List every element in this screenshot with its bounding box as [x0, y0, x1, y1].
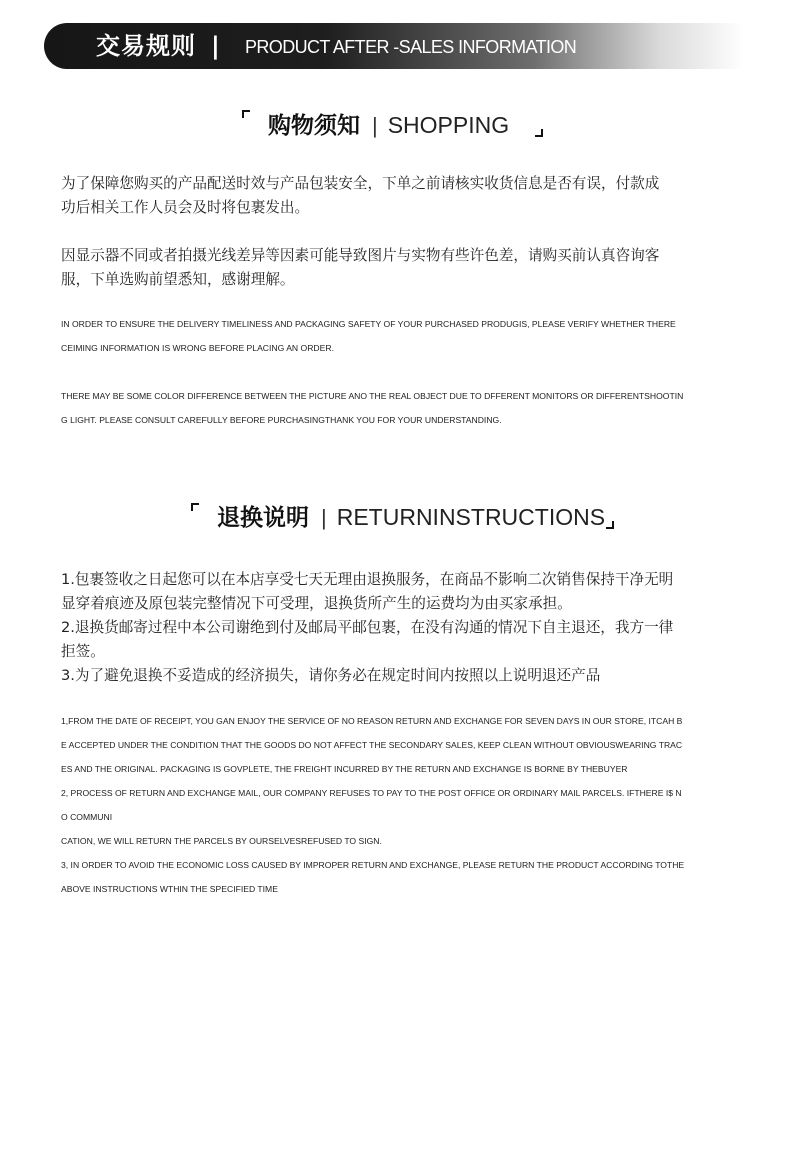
returns-corner-bottom-right — [606, 521, 614, 529]
returns-title-en: RETURNINSTRUCTIONS — [336, 504, 606, 530]
returns-corner-top-left — [191, 503, 199, 511]
shopping-title-en: SHOPPING — [387, 112, 510, 138]
shopping-corner-top-left — [242, 110, 250, 118]
returns-cn-line: 显穿着痕迹及原包装完整情况下可受理，退换货所产生的运费均为由买家承担。 — [61, 595, 572, 612]
shopping-title-cn: 购物须知 — [268, 113, 360, 139]
shopping-en-line: G LIGHT. PLEASE CONSULT CAREFULLY BEFORE PURCHASINGTHANK YOU FOR YOUR UNDERSTANDING. — [61, 415, 502, 425]
returns-en-line: 2, PROCESS OF RETURN AND EXCHANGE MAIL, OUR COMPANY REFUSES TO PAY TO THE POST OFFICE OR ORDINARY MAIL PARCELS. IFTHERE I$ N — [61, 788, 682, 798]
shopping-en-line: THERE MAY BE SOME COLOR DIFFERENCE BETWEEN THE PICTURE ANO THE REAL OBJECT DUE TO DFFERENT MONITORS OR DIFFERENTSHOOTIN — [61, 391, 684, 401]
shopping-cn-line: 功后相关工作人员会及时将包裹发出。 — [61, 199, 310, 216]
returns-en-line: CATION, WE WILL RETURN THE PARCELS BY OURSELVESREFUSED TO SIGN. — [61, 836, 382, 846]
returns-cn-line: 1.包裹签收之日起您可以在本店享受七天无理由退换服务，在商品不影响二次销售保持干净无明 — [61, 571, 674, 588]
returns-en-line: 3, IN ORDER TO AVOID THE ECONOMIC LOSS CAUSED BY IMPROPER RETURN AND EXCHANGE, PLEASE RETURN THE PRODUCT ACCORDING TOTHE — [61, 860, 685, 870]
returns-cn-line: 2.退换货邮寄过程中本公司谢绝到付及邮局平邮包裹，在没有沟通的情况下自主退还，我方一律 — [61, 619, 674, 636]
returns-cn-line: 3.为了避免退换不妥造成的经济损失，请你务必在规定时间内按照以上说明退还产品 — [61, 667, 601, 684]
returns-en-line: ES AND THE ORIGINAL. PACKAGING IS GOVPLETE, THE FREIGHT INCURRED BY THE RETURN AND EXCHANGE IS BORNE BY THEBUYER — [61, 764, 628, 774]
header-separator: | — [211, 32, 220, 60]
returns-en-line: E ACCEPTED UNDER THE CONDITION THAT THE GOODS DO NOT AFFECT THE SECONDARY SALES, KEEP CLEAN WITHOUT OBVIOUSWEARING TRAC — [61, 740, 683, 750]
returns-title-cn: 退换说明 — [217, 505, 309, 531]
returns-section-title — [217, 501, 605, 536]
returns-cn-line: 拒签。 — [61, 643, 105, 660]
returns-title-separator: | — [321, 505, 327, 530]
shopping-corner-bottom-right — [535, 129, 543, 137]
shopping-cn-line: 为了保障您购买的产品配送时效与产品包装安全，下单之前请核实收货信息是否有误，付款成 — [61, 175, 660, 192]
header-title-cn: 交易规则 — [96, 32, 196, 60]
shopping-en-line: IN ORDER TO ENSURE THE DELIVERY TIMELINESS AND PACKAGING SAFETY OF YOUR PURCHASED PRODUGIS, PLEASE VERIFY WHETHER THERE — [61, 319, 676, 329]
shopping-section-title — [268, 109, 509, 144]
shopping-cn-line: 服，下单选购前望悉知，感谢理解。 — [61, 271, 295, 288]
returns-en-line: 1,FROM THE DATE OF RECEIPT, YOU GAN ENJOY THE SERVICE OF NO REASON RETURN AND EXCHANGE FOR SEVEN DAYS IN OUR STORE, ITCAH B — [61, 716, 683, 726]
header-title-en: PRODUCT AFTER -SALES INFORMATION — [245, 37, 577, 57]
shopping-en-line: CEIMING INFORMATION IS WRONG BEFORE PLACING AN ORDER. — [61, 343, 334, 353]
returns-en-line: ABOVE INSTRUCTIONS WTHIN THE SPECIFIED TIME — [61, 884, 278, 894]
shopping-title-separator: | — [372, 113, 378, 138]
returns-en-line: O COMMUNI — [61, 812, 113, 822]
shopping-cn-line: 因显示器不同或者拍摄光线差异等因素可能导致图片与实物有些许色差，请购买前认真咨询客 — [61, 247, 660, 264]
